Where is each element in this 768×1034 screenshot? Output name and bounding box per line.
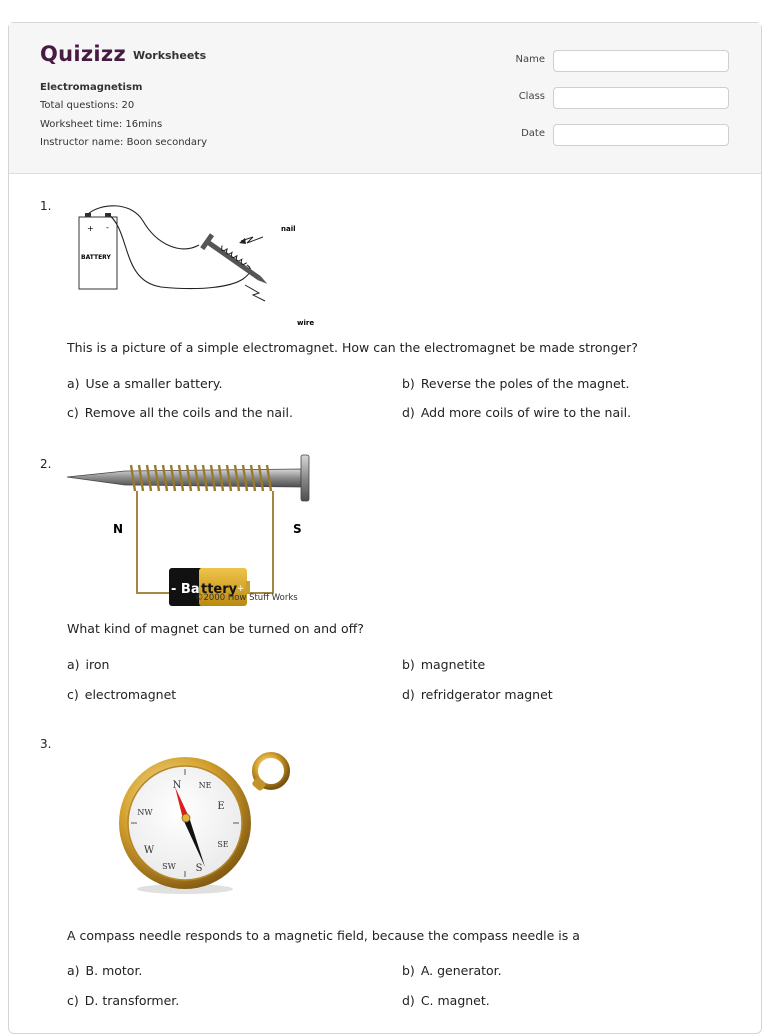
north-pole-label: N — [113, 522, 124, 536]
question-number: 1. — [40, 199, 52, 213]
compass-sw: SW — [162, 862, 176, 871]
quizizz-logo — [40, 42, 206, 66]
battery-minus: - — [106, 223, 109, 232]
worksheet-title: Electromagnetism — [40, 82, 143, 93]
instructor-name: Instructor name: Boon secondary — [40, 137, 208, 148]
date-label: Date — [521, 128, 545, 139]
compass-e: E — [217, 801, 225, 812]
electromagnet-diagram — [71, 201, 321, 327]
option-d[interactable]: d) refridgerator magnet — [402, 687, 553, 702]
class-field[interactable] — [553, 87, 729, 109]
worksheet-time: Worksheet time: 16mins — [40, 119, 163, 130]
option-b[interactable]: b) Reverse the poles of the magnet. — [402, 376, 630, 391]
compass-s: S — [195, 863, 203, 874]
question-number: 2. — [40, 457, 52, 471]
name-field[interactable] — [553, 50, 729, 72]
battery-plus: + — [87, 224, 94, 233]
question-text: A compass needle responds to a magnetic field, because the compass needle is a — [67, 928, 580, 943]
battery-label-prefix: - Ba — [171, 582, 200, 597]
option-b[interactable]: b) A. generator. — [402, 963, 502, 978]
question-text: What kind of magnet can be turned on and off? — [67, 621, 364, 636]
option-c[interactable]: c) Remove all the coils and the nail. — [67, 405, 293, 420]
compass-w: W — [143, 845, 155, 856]
battery-label: BATTERY — [81, 254, 111, 261]
battery-shape — [79, 217, 117, 289]
option-a[interactable]: a) B. motor. — [67, 963, 143, 978]
compass-n: N — [172, 780, 182, 791]
compass-nw: NW — [137, 808, 153, 817]
option-b[interactable]: b) magnetite — [402, 657, 486, 672]
image-credit: ©2000 How Stuff Works — [195, 593, 298, 603]
battery-label-suffix: ttery — [201, 582, 238, 597]
worksheet-page — [8, 22, 762, 1034]
compass-image — [113, 751, 303, 891]
nail-head — [301, 455, 309, 501]
option-c[interactable]: c) electromagnet — [67, 687, 177, 702]
compass-se: SE — [217, 840, 229, 849]
nail-label: nail — [281, 225, 296, 233]
question-number: 3. — [40, 737, 52, 751]
name-label: Name — [515, 54, 545, 65]
nail-body — [67, 469, 301, 487]
south-pole-label: S — [293, 522, 302, 536]
battery-plus: + — [237, 584, 245, 594]
worksheet-header — [9, 23, 761, 174]
date-field[interactable] — [553, 124, 729, 146]
nail-electromagnet-diagram — [65, 451, 321, 605]
option-a[interactable]: a) Use a smaller battery. — [67, 376, 223, 391]
class-label: Class — [518, 91, 545, 102]
total-questions: Total questions: 20 — [40, 100, 135, 111]
option-c[interactable]: c) D. transformer. — [67, 993, 180, 1008]
logo-product-name: Worksheets — [132, 48, 207, 62]
option-d[interactable]: d) C. magnet. — [402, 993, 490, 1008]
wire-label: wire — [297, 319, 315, 327]
option-a[interactable]: a) iron — [67, 657, 110, 672]
compass-ne: NE — [198, 781, 212, 790]
question-text: This is a picture of a simple electromagnet. How can the electromagnet be made stronger? — [67, 340, 638, 355]
option-d[interactable]: d) Add more coils of wire to the nail. — [402, 405, 632, 420]
logo-wordmark: Quizizz — [40, 42, 126, 66]
